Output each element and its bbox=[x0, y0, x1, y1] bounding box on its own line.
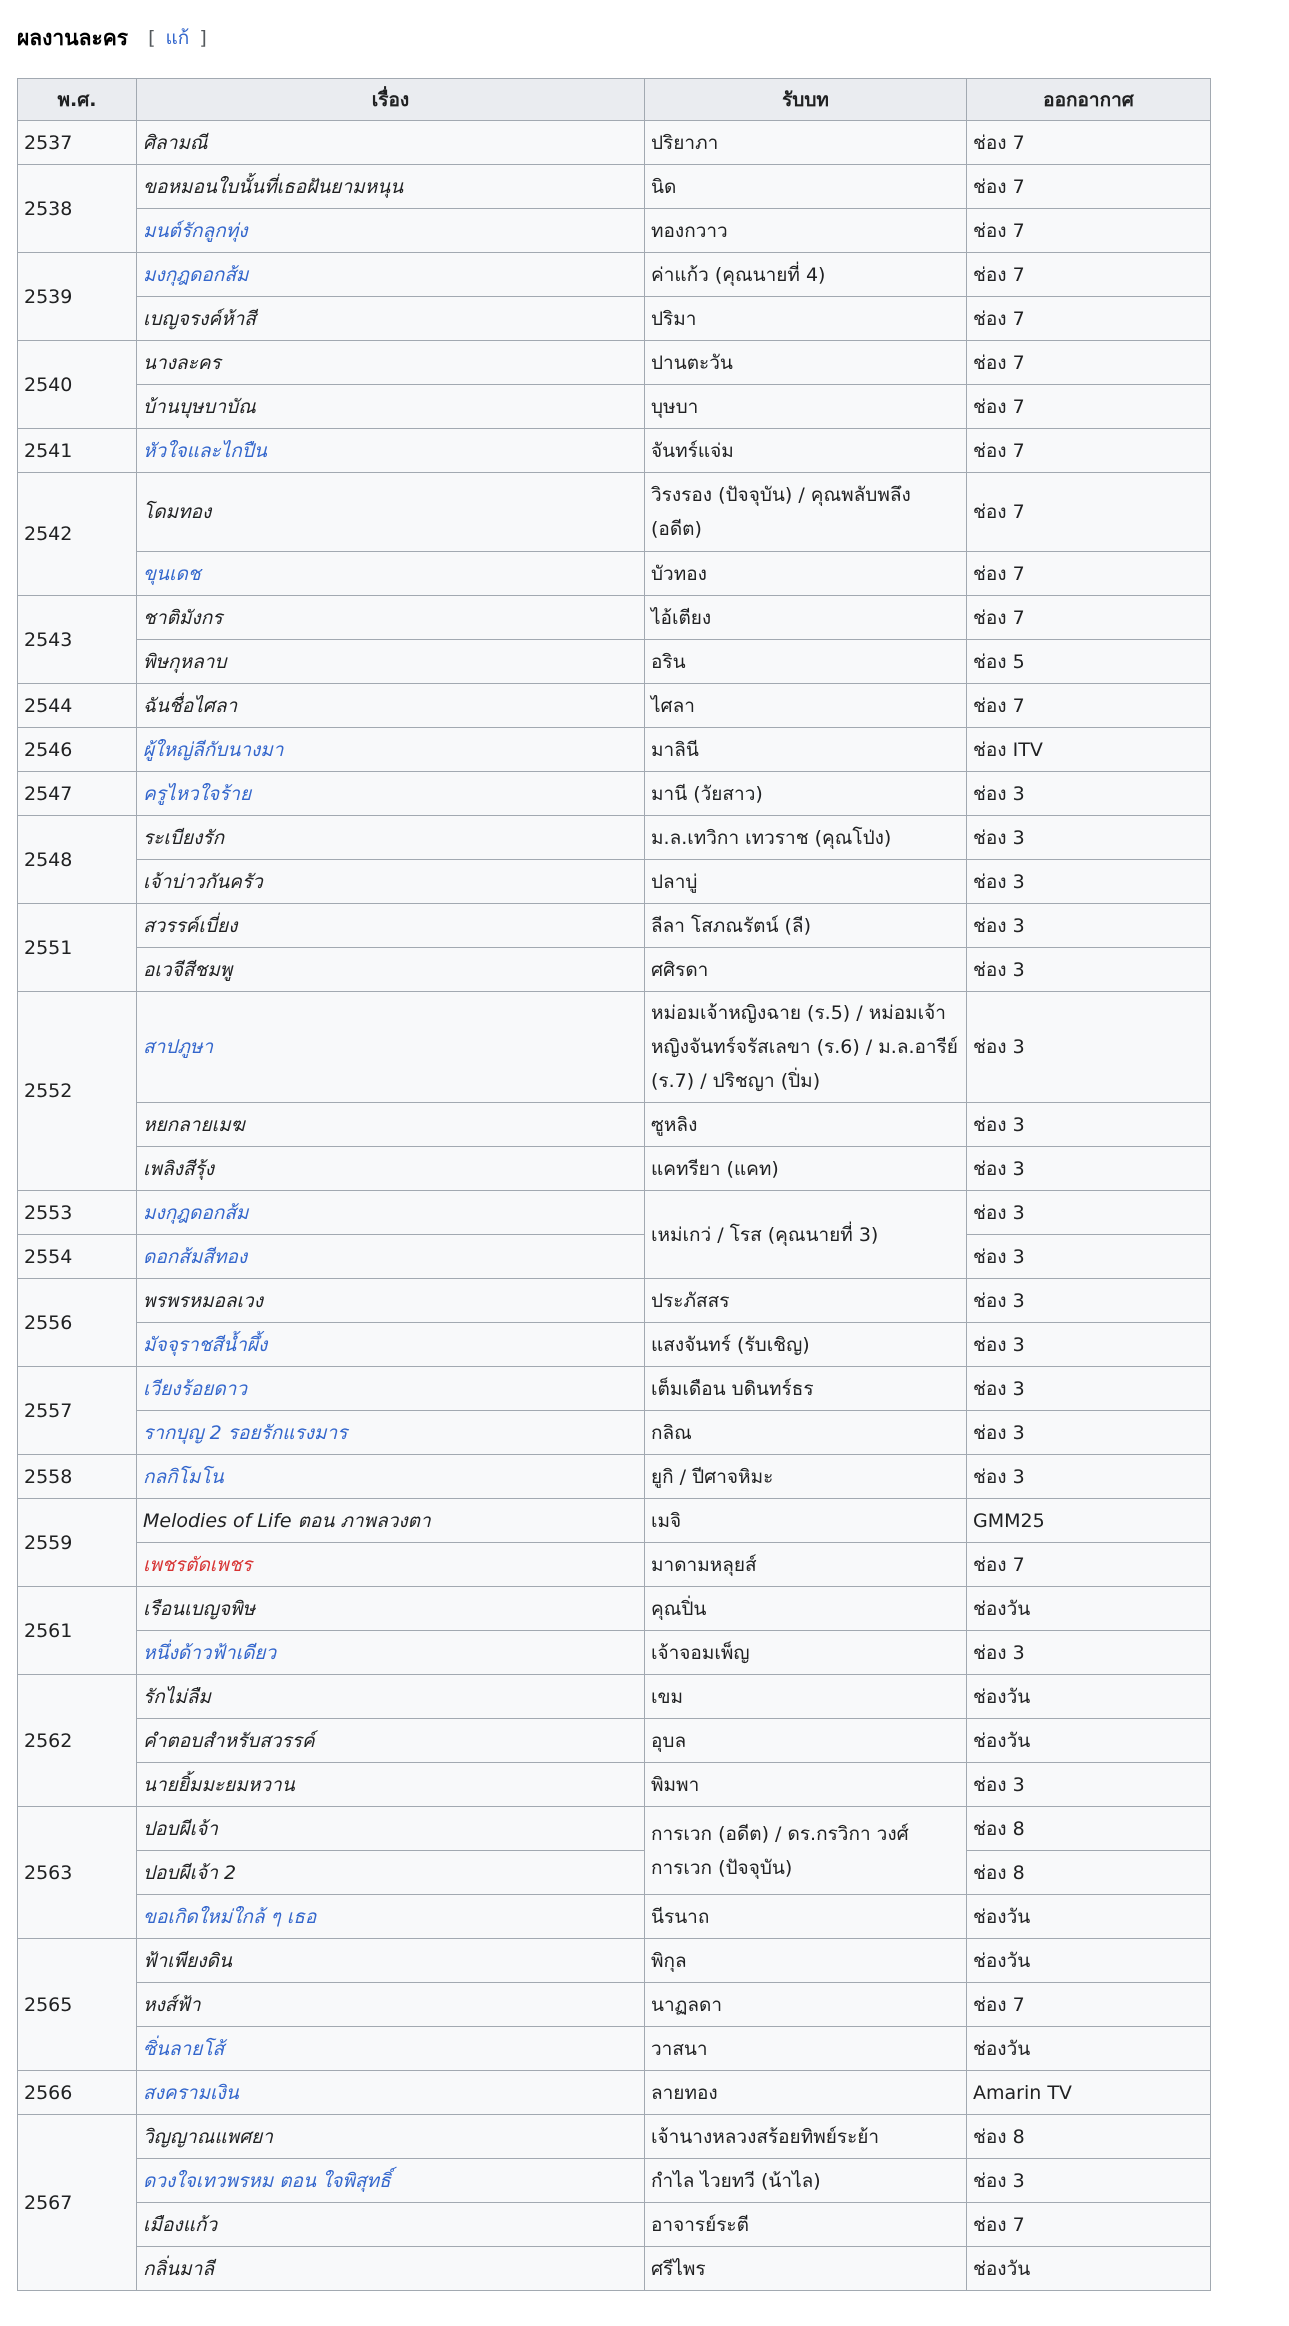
title-cell bbox=[137, 1851, 645, 1895]
table-row bbox=[18, 473, 1211, 552]
title-cell bbox=[137, 596, 645, 640]
title-cell bbox=[137, 1191, 645, 1235]
title-cell bbox=[137, 2159, 645, 2203]
year-cell: 2543 bbox=[18, 596, 137, 684]
role-cell: พิกุล bbox=[645, 1939, 967, 1983]
title-cell bbox=[137, 904, 645, 948]
title-text: โดมทอง bbox=[143, 501, 212, 523]
title-cell bbox=[137, 1675, 645, 1719]
table-row bbox=[18, 1939, 1211, 1983]
table-row bbox=[18, 640, 1211, 684]
role-cell: ปริมา bbox=[645, 297, 967, 341]
year-cell: 2565 bbox=[18, 1939, 137, 2071]
channel-cell: ช่อง 3 bbox=[967, 1191, 1211, 1235]
channel-cell: ช่อง 3 bbox=[967, 1323, 1211, 1367]
title-cell bbox=[137, 860, 645, 904]
title-cell bbox=[137, 1411, 645, 1455]
year-cell: 2537 bbox=[18, 121, 137, 165]
role-cell: วิรงรอง (ปัจจุบัน) / คุณพลับพลึง (อดีต) bbox=[645, 473, 967, 552]
title-cell bbox=[137, 341, 645, 385]
channel-cell: ช่อง 7 bbox=[967, 429, 1211, 473]
year-cell: 2546 bbox=[18, 728, 137, 772]
title-link[interactable]: หัวใจและไกปืน bbox=[143, 439, 267, 462]
role-cell: ลีลา โสภณรัตน์ (ลี) bbox=[645, 904, 967, 948]
channel-cell: ช่อง 3 bbox=[967, 904, 1211, 948]
table-row bbox=[18, 1455, 1211, 1499]
title-text: เพลิงสีรุ้ง bbox=[143, 1157, 215, 1180]
title-link[interactable]: มนต์รักลูกทุ่ง bbox=[143, 219, 248, 242]
channel-cell: ช่อง 7 bbox=[967, 385, 1211, 429]
title-link[interactable]: มงกุฎดอกส้ม bbox=[143, 263, 249, 286]
table-row bbox=[18, 121, 1211, 165]
title-link[interactable]: ดวงใจเทวพรหม ตอน ใจพิสุทธิ์ bbox=[143, 2169, 391, 2192]
year-cell: 2542 bbox=[18, 473, 137, 596]
table-row bbox=[18, 165, 1211, 209]
year-cell: 2556 bbox=[18, 1279, 137, 1367]
title-text: รักไม่ลืม bbox=[143, 1685, 211, 1708]
title-cell bbox=[137, 2071, 645, 2115]
title-cell bbox=[137, 1367, 645, 1411]
role-cell: นีรนาถ bbox=[645, 1895, 967, 1939]
title-cell bbox=[137, 1587, 645, 1631]
table-row bbox=[18, 1895, 1211, 1939]
role-cell: อุบล bbox=[645, 1719, 967, 1763]
title-text: หงส์ฟ้า bbox=[143, 1993, 201, 2016]
title-text: นายยิ้มมะยมหวาน bbox=[143, 1773, 295, 1796]
role-cell: เหม่เกว่ / โรส (คุณนายที่ 3) bbox=[645, 1191, 967, 1279]
role-cell: เจ้าจอมเพ็ญ bbox=[645, 1631, 967, 1675]
title-cell bbox=[137, 165, 645, 209]
table-row bbox=[18, 2115, 1211, 2159]
channel-cell: ช่อง ITV bbox=[967, 728, 1211, 772]
channel-cell: ช่อง 3 bbox=[967, 1279, 1211, 1323]
header-title: เรื่อง bbox=[137, 79, 645, 121]
channel-cell: ช่อง 3 bbox=[967, 1147, 1211, 1191]
table-row bbox=[18, 1235, 1211, 1279]
channel-cell: ช่อง 7 bbox=[967, 684, 1211, 728]
role-cell: เจ้านางหลวงสร้อยทิพย์ระย้า bbox=[645, 2115, 967, 2159]
title-text: กลิ่นมาลี bbox=[143, 2257, 214, 2280]
title-cell bbox=[137, 816, 645, 860]
channel-cell: ช่อง 7 bbox=[967, 1983, 1211, 2027]
role-cell: ประภัสสร bbox=[645, 1279, 967, 1323]
table-row bbox=[18, 2203, 1211, 2247]
channel-cell: ช่อง 8 bbox=[967, 1807, 1211, 1851]
table-row bbox=[18, 209, 1211, 253]
role-cell: วาสนา bbox=[645, 2027, 967, 2071]
role-cell: ซูหลิง bbox=[645, 1103, 967, 1147]
table-row bbox=[18, 2159, 1211, 2203]
table-row bbox=[18, 1147, 1211, 1191]
table-row bbox=[18, 1191, 1211, 1235]
title-cell bbox=[137, 728, 645, 772]
title-cell bbox=[137, 1631, 645, 1675]
table-row bbox=[18, 429, 1211, 473]
title-text: เมืองแก้ว bbox=[143, 2213, 218, 2236]
channel-cell: ช่องวัน bbox=[967, 1719, 1211, 1763]
title-cell bbox=[137, 429, 645, 473]
role-cell: เต็มเดือน บดินทร์ธร bbox=[645, 1367, 967, 1411]
channel-cell: ช่อง 3 bbox=[967, 860, 1211, 904]
role-cell: คุณปิ่น bbox=[645, 1587, 967, 1631]
title-text: ปอบผีเจ้า bbox=[143, 1817, 218, 1840]
title-text: สวรรค์เบี่ยง bbox=[143, 914, 238, 937]
channel-cell: ช่อง 7 bbox=[967, 253, 1211, 297]
table-row bbox=[18, 385, 1211, 429]
table-row bbox=[18, 1103, 1211, 1147]
year-cell: 2562 bbox=[18, 1675, 137, 1807]
table-row bbox=[18, 341, 1211, 385]
title-cell bbox=[137, 121, 645, 165]
channel-cell: ช่อง 3 bbox=[967, 816, 1211, 860]
title-cell bbox=[137, 473, 645, 552]
table-row bbox=[18, 2247, 1211, 2291]
role-cell: บุษบา bbox=[645, 385, 967, 429]
table-row bbox=[18, 904, 1211, 948]
title-cell bbox=[137, 1279, 645, 1323]
role-cell: ปานตะวัน bbox=[645, 341, 967, 385]
role-cell: ม.ล.เทวิกา เทวราช (คุณโป่ง) bbox=[645, 816, 967, 860]
table-row bbox=[18, 1675, 1211, 1719]
title-cell bbox=[137, 209, 645, 253]
title-text: ขอหมอนใบนั้นที่เธอฝันยามหนุน bbox=[143, 175, 404, 198]
channel-cell: ช่อง 7 bbox=[967, 341, 1211, 385]
edit-link[interactable]: แก้ bbox=[165, 27, 190, 49]
title-cell bbox=[137, 297, 645, 341]
title-cell bbox=[137, 1323, 645, 1367]
year-cell: 2566 bbox=[18, 2071, 137, 2115]
header-role: รับบท bbox=[645, 79, 967, 121]
channel-cell: ช่อง 3 bbox=[967, 1411, 1211, 1455]
table-row bbox=[18, 772, 1211, 816]
table-row bbox=[18, 1323, 1211, 1367]
title-cell bbox=[137, 1719, 645, 1763]
table-row bbox=[18, 1983, 1211, 2027]
title-text: ชาติมังกร bbox=[143, 606, 223, 629]
table-row bbox=[18, 1807, 1211, 1851]
title-cell bbox=[137, 1235, 645, 1279]
channel-cell: ช่องวัน bbox=[967, 1895, 1211, 1939]
role-cell: เมจิ bbox=[645, 1499, 967, 1543]
title-text: ปอบผีเจ้า 2 bbox=[143, 1861, 237, 1884]
channel-cell: ช่อง 3 bbox=[967, 1235, 1211, 1279]
drama-works-table bbox=[17, 78, 1211, 2291]
role-cell: ยูกิ / ปีศาจหิมะ bbox=[645, 1455, 967, 1499]
channel-cell: ช่อง 8 bbox=[967, 2115, 1211, 2159]
title-cell bbox=[137, 640, 645, 684]
title-text: วิญญาณแพศยา bbox=[143, 2125, 273, 2148]
channel-cell: ช่อง 3 bbox=[967, 1763, 1211, 1807]
table-header-row bbox=[18, 79, 1211, 121]
year-cell: 2557 bbox=[18, 1367, 137, 1455]
role-cell: มาดามหลุยส์ bbox=[645, 1543, 967, 1587]
role-cell: หม่อมเจ้าหญิงฉาย (ร.5) / หม่อมเจ้าหญิงจันทร์จรัสเลขา (ร.6) / ม.ล.อารีย์ (ร.7) / ปริชญา (ปิ่ม) bbox=[645, 992, 967, 1103]
role-cell: นาฏลดา bbox=[645, 1983, 967, 2027]
table-row bbox=[18, 1851, 1211, 1895]
title-link[interactable]: มงกุฎดอกส้ม bbox=[143, 1201, 249, 1224]
title-cell bbox=[137, 992, 645, 1103]
channel-cell: ช่อง 3 bbox=[967, 1631, 1211, 1675]
role-cell: แสงจันทร์ (รับเชิญ) bbox=[645, 1323, 967, 1367]
year-cell: 2554 bbox=[18, 1235, 137, 1279]
title-cell bbox=[137, 1763, 645, 1807]
role-cell: กลิณ bbox=[645, 1411, 967, 1455]
table-row bbox=[18, 1499, 1211, 1543]
section-title: ผลงานละคร bbox=[17, 25, 129, 50]
title-cell bbox=[137, 385, 645, 429]
role-cell: ลายทอง bbox=[645, 2071, 967, 2115]
year-cell: 2558 bbox=[18, 1455, 137, 1499]
title-cell bbox=[137, 253, 645, 297]
year-cell: 2551 bbox=[18, 904, 137, 992]
title-cell bbox=[137, 2027, 645, 2071]
year-cell: 2553 bbox=[18, 1191, 137, 1235]
channel-cell: ช่องวัน bbox=[967, 2247, 1211, 2291]
title-text: ศิลามณี bbox=[143, 131, 208, 154]
title-cell bbox=[137, 1543, 645, 1587]
table-row bbox=[18, 860, 1211, 904]
year-cell: 2567 bbox=[18, 2115, 137, 2291]
channel-cell: ช่อง 7 bbox=[967, 1543, 1211, 1587]
channel-cell: ช่อง 8 bbox=[967, 1851, 1211, 1895]
channel-cell: ช่อง 7 bbox=[967, 2203, 1211, 2247]
role-cell: ไศลา bbox=[645, 684, 967, 728]
title-link[interactable]: รากบุญ 2 รอยรักแรงมาร bbox=[143, 1421, 348, 1444]
role-cell: บัวทอง bbox=[645, 552, 967, 596]
role-cell: ศศิรดา bbox=[645, 948, 967, 992]
role-cell: อาจารย์ระตี bbox=[645, 2203, 967, 2247]
title-text: เจ้าบ่าวกันครัว bbox=[143, 870, 263, 893]
edit-bracket-open: [ bbox=[148, 27, 156, 49]
table-row bbox=[18, 1279, 1211, 1323]
title-text: อเวจีสีชมพู bbox=[143, 958, 233, 981]
title-link[interactable]: สงครามเงิน bbox=[143, 2081, 239, 2104]
title-cell bbox=[137, 1983, 645, 2027]
year-cell: 2547 bbox=[18, 772, 137, 816]
year-cell: 2563 bbox=[18, 1807, 137, 1939]
year-cell: 2540 bbox=[18, 341, 137, 429]
title-cell bbox=[137, 1147, 645, 1191]
table-row bbox=[18, 684, 1211, 728]
title-text: เบญจรงค์ห้าสี bbox=[143, 307, 256, 330]
role-cell: เขม bbox=[645, 1675, 967, 1719]
table-row bbox=[18, 253, 1211, 297]
channel-cell: ช่อง 7 bbox=[967, 297, 1211, 341]
role-cell: การเวก (อดีต) / ดร.กรวิกา วงศ์การเวก (ปัจจุบัน) bbox=[645, 1807, 967, 1895]
channel-cell: ช่อง 7 bbox=[967, 473, 1211, 552]
table-row bbox=[18, 596, 1211, 640]
year-cell: 2552 bbox=[18, 992, 137, 1191]
title-text: Melodies of Life ตอน ภาพลวงตา bbox=[143, 1509, 431, 1532]
title-text: พรพรหมอลเวง bbox=[143, 1289, 264, 1312]
title-text: พิษกุหลาบ bbox=[143, 650, 227, 673]
title-cell bbox=[137, 1103, 645, 1147]
role-cell: ค่าแก้ว (คุณนายที่ 4) bbox=[645, 253, 967, 297]
title-text: เรือนเบญจพิษ bbox=[143, 1597, 256, 1620]
title-link[interactable]: ครูไหวใจร้าย bbox=[143, 782, 252, 805]
role-cell: มานี (วัยสาว) bbox=[645, 772, 967, 816]
channel-cell: ช่อง 3 bbox=[967, 772, 1211, 816]
title-text: หยกลายเมฆ bbox=[143, 1113, 245, 1136]
title-cell bbox=[137, 1895, 645, 1939]
table-row bbox=[18, 1411, 1211, 1455]
channel-cell: ช่อง 3 bbox=[967, 1455, 1211, 1499]
title-text: ฟ้าเพียงดิน bbox=[143, 1949, 232, 1972]
channel-cell: ช่อง 7 bbox=[967, 209, 1211, 253]
edit-section bbox=[148, 23, 207, 53]
edit-bracket-close: ] bbox=[199, 27, 207, 49]
table-row bbox=[18, 1719, 1211, 1763]
channel-cell: ช่อง 3 bbox=[967, 2159, 1211, 2203]
year-cell: 2561 bbox=[18, 1587, 137, 1675]
title-cell bbox=[137, 684, 645, 728]
channel-cell: ช่องวัน bbox=[967, 1939, 1211, 1983]
channel-cell: ช่อง 7 bbox=[967, 165, 1211, 209]
table-body bbox=[18, 121, 1211, 2291]
year-cell: 2539 bbox=[18, 253, 137, 341]
title-cell bbox=[137, 1499, 645, 1543]
title-cell bbox=[137, 948, 645, 992]
title-text: ระเบียงรัก bbox=[143, 826, 225, 849]
table-row bbox=[18, 816, 1211, 860]
title-link[interactable]: เพชรตัดเพชร bbox=[143, 1553, 252, 1576]
title-link[interactable]: มัจจุราชสีน้ำผึ้ง bbox=[143, 1333, 268, 1356]
year-cell: 2559 bbox=[18, 1499, 137, 1587]
role-cell: ไอ้เตียง bbox=[645, 596, 967, 640]
role-cell: ศรีไพร bbox=[645, 2247, 967, 2291]
channel-cell: ช่อง 7 bbox=[967, 596, 1211, 640]
table-row bbox=[18, 728, 1211, 772]
title-link[interactable]: หนึ่งด้าวฟ้าเดียว bbox=[143, 1641, 277, 1664]
title-cell bbox=[137, 2247, 645, 2291]
title-link[interactable]: ซิ่นลายโส้ bbox=[143, 2037, 225, 2060]
year-cell: 2538 bbox=[18, 165, 137, 253]
title-cell bbox=[137, 2203, 645, 2247]
channel-cell: ช่องวัน bbox=[967, 1587, 1211, 1631]
title-cell bbox=[137, 1807, 645, 1851]
role-cell: นิด bbox=[645, 165, 967, 209]
header-year: พ.ศ. bbox=[18, 79, 137, 121]
table-row bbox=[18, 1631, 1211, 1675]
title-text: บ้านบุษบาบัณ bbox=[143, 395, 256, 418]
title-text: คำตอบสำหรับสวรรค์ bbox=[143, 1729, 315, 1752]
role-cell: ปริยาภา bbox=[645, 121, 967, 165]
role-cell: จันทร์แจ่ม bbox=[645, 429, 967, 473]
year-cell: 2541 bbox=[18, 429, 137, 473]
title-cell bbox=[137, 552, 645, 596]
role-cell: พิมพา bbox=[645, 1763, 967, 1807]
table-row bbox=[18, 297, 1211, 341]
table-row bbox=[18, 992, 1211, 1103]
role-cell: มาลินี bbox=[645, 728, 967, 772]
channel-cell: ช่อง 3 bbox=[967, 948, 1211, 992]
title-link[interactable]: ดอกส้มสีทอง bbox=[143, 1245, 248, 1268]
section-heading bbox=[17, 18, 207, 58]
title-cell bbox=[137, 772, 645, 816]
table-row bbox=[18, 1543, 1211, 1587]
table-row bbox=[18, 1367, 1211, 1411]
title-link[interactable]: ขอเกิดใหม่ใกล้ ๆ เธอ bbox=[143, 1905, 317, 1928]
channel-cell: Amarin TV bbox=[967, 2071, 1211, 2115]
table-row bbox=[18, 552, 1211, 596]
channel-cell: ช่อง 7 bbox=[967, 552, 1211, 596]
table-row bbox=[18, 948, 1211, 992]
table-row bbox=[18, 2071, 1211, 2115]
channel-cell: GMM25 bbox=[967, 1499, 1211, 1543]
channel-cell: ช่องวัน bbox=[967, 1675, 1211, 1719]
table-row bbox=[18, 1763, 1211, 1807]
role-cell: กำไล ไวยทวี (น้าไล) bbox=[645, 2159, 967, 2203]
title-cell bbox=[137, 1455, 645, 1499]
title-text: นางละคร bbox=[143, 351, 221, 374]
year-cell: 2548 bbox=[18, 816, 137, 904]
header-channel: ออกอากาศ bbox=[967, 79, 1211, 121]
channel-cell: ช่อง 7 bbox=[967, 121, 1211, 165]
role-cell: อริน bbox=[645, 640, 967, 684]
channel-cell: ช่อง 3 bbox=[967, 1103, 1211, 1147]
title-link[interactable]: สาปภูษา bbox=[143, 1036, 214, 1058]
table-row bbox=[18, 2027, 1211, 2071]
title-link[interactable]: กลกิโมโน bbox=[143, 1465, 224, 1488]
title-text: ฉันชื่อไศลา bbox=[143, 694, 238, 717]
channel-cell: ช่อง 5 bbox=[967, 640, 1211, 684]
channel-cell: ช่องวัน bbox=[967, 2027, 1211, 2071]
table-row bbox=[18, 1587, 1211, 1631]
year-cell: 2544 bbox=[18, 684, 137, 728]
title-link[interactable]: ผู้ใหญ่ลีกับนางมา bbox=[143, 738, 284, 761]
title-cell bbox=[137, 2115, 645, 2159]
role-cell: ปลาบู่ bbox=[645, 860, 967, 904]
title-link[interactable]: เวียงร้อยดาว bbox=[143, 1377, 247, 1400]
role-cell: แคทรียา (แคท) bbox=[645, 1147, 967, 1191]
channel-cell: ช่อง 3 bbox=[967, 992, 1211, 1103]
title-cell bbox=[137, 1939, 645, 1983]
role-cell: ทองกวาว bbox=[645, 209, 967, 253]
channel-cell: ช่อง 3 bbox=[967, 1367, 1211, 1411]
title-link[interactable]: ขุนเดช bbox=[143, 562, 201, 585]
